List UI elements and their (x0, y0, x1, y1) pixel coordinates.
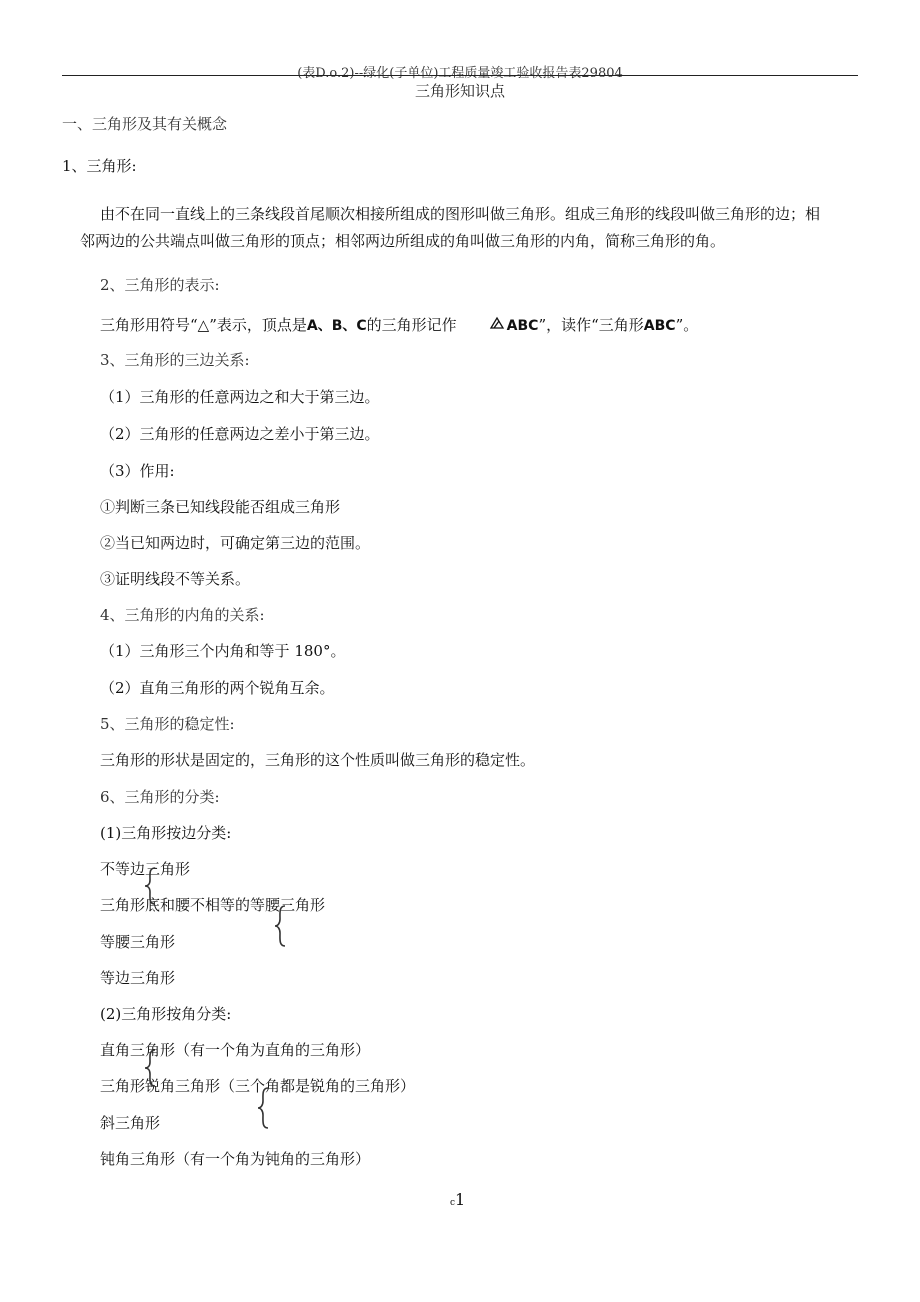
text-run: A、B、C (306, 318, 367, 334)
page-number (450, 1190, 465, 1209)
section-heading: 一、三角形及其有关概念 (62, 115, 228, 133)
list-item: （1）三角形三个内角和等于 180°。 (100, 642, 346, 660)
page-title: 三角形知识点 (414, 82, 505, 100)
paragraph-line: 邻两边的公共端点叫做三角形的顶点；相邻两边所组成的角叫做三角形的内角，简称三角形的角。 (80, 232, 726, 250)
list-item: （2）三角形的任意两边之差小于第三边。 (100, 425, 380, 443)
list-item: 钝角三角形（有一个角为钝角的三角形） (100, 1150, 371, 1168)
header-note: (表D.o.2)--绿化(子单位)工程质量竣工验收报告表29804 (297, 66, 623, 81)
subsection-heading: 6、三角形的分类: (100, 788, 220, 806)
subsection-heading: 4、三角形的内角的关系: (100, 606, 265, 624)
text-run: 三角形用符号“△”表示，顶点是 (100, 316, 307, 334)
brace-icon (256, 1086, 272, 1134)
triangle-symbol-icon (489, 315, 507, 335)
page-number-prefix: c (450, 1198, 456, 1208)
page-number-value: 1 (455, 1190, 466, 1209)
text-run: ABC (643, 318, 676, 334)
list-item: 斜三角形 (100, 1114, 161, 1132)
brace-icon (143, 866, 159, 910)
list-item: ①判断三条已知线段能否组成三角形 (100, 498, 341, 516)
list-item: 不等边三角形 (100, 860, 191, 878)
subsection-heading: 1、三角形: (62, 157, 137, 175)
list-item: 三角形锐角三角形（三个角都是锐角的三角形） (100, 1077, 416, 1095)
list-item: （1）三角形的任意两边之和大于第三边。 (100, 388, 380, 406)
list-item: ②当已知两边时，可确定第三边的范围。 (100, 534, 371, 552)
subsection-heading: 5、三角形的稳定性: (100, 715, 235, 733)
list-item: 三角形底和腰不相等的等腰三角形 (100, 896, 326, 914)
list-item: 直角三角形（有一个角为直角的三角形） (100, 1041, 371, 1059)
text-run: 的三角形记作 (366, 316, 457, 334)
brace-icon (273, 904, 289, 952)
text-run: ABC (506, 318, 539, 334)
brace-icon (143, 1048, 159, 1092)
paragraph-line: 三角形的形状是固定的，三角形的这个性质叫做三角形的稳定性。 (100, 751, 536, 769)
list-item: (2)三角形按角分类: (100, 1005, 232, 1023)
header-rule (62, 75, 858, 76)
list-item: （2）直角三角形的两个锐角互余。 (100, 679, 335, 697)
paragraph-line (100, 315, 698, 336)
list-item: （3）作用: (100, 462, 175, 480)
list-item: 等腰三角形 (100, 933, 176, 951)
list-item: ③证明线段不等关系。 (100, 570, 251, 588)
text-run: ”，读作“三角形 (538, 316, 644, 334)
list-item: 等边三角形 (100, 969, 176, 987)
subsection-heading: 2、三角形的表示: (100, 276, 220, 294)
subsection-heading: 3、三角形的三边关系: (100, 351, 250, 369)
text-run: ”。 (675, 316, 699, 334)
list-item: (1)三角形按边分类: (100, 824, 232, 842)
paragraph-line: 由不在同一直线上的三条线段首尾顺次相接所组成的图形叫做三角形。组成三角形的线段叫做三角形的边；相 (100, 205, 821, 223)
